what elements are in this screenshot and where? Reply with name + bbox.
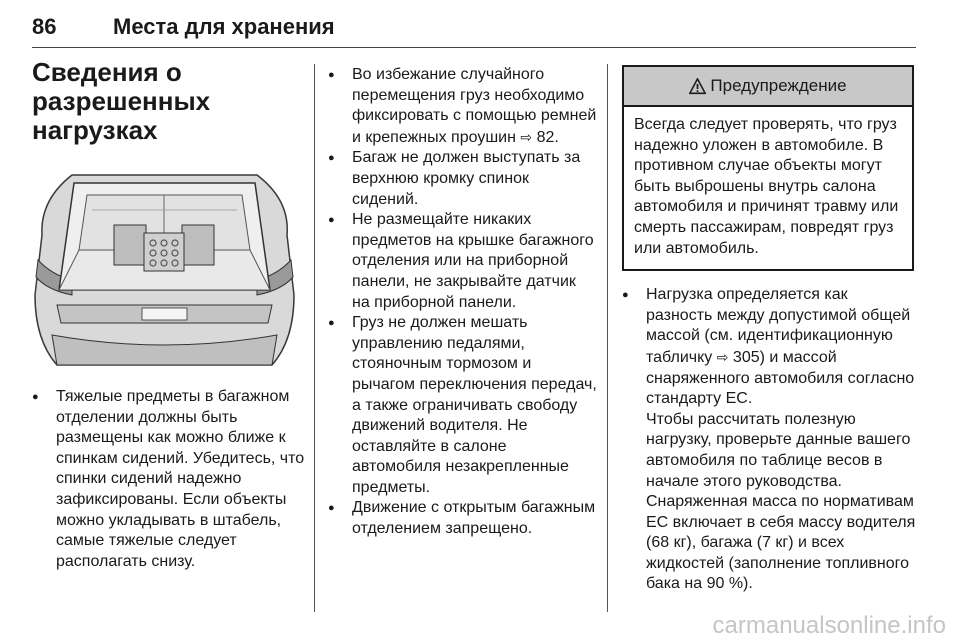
column-3 bbox=[622, 65, 916, 595]
header-rule bbox=[32, 47, 916, 48]
list-item-text: Нагрузка определяется как разность между допустимой общей массой (см. идентификационную табличку bbox=[646, 286, 911, 366]
chapter-title: Места для хранения bbox=[113, 14, 335, 39]
list-item: ● Тяжелые предметы в багажном отделении должны быть размещены как можно ближе к спинкам сидений. Убедитесь, что спинки сидений надежно зафиксированы. Если объекты можно укладывать в штабель, самые тяжелые следует располагать снизу. bbox=[32, 387, 306, 572]
column-divider-2 bbox=[607, 64, 608, 612]
page-reference[interactable]: 82. bbox=[536, 128, 559, 146]
paragraph: Чтобы рассчитать полезную нагрузку, проверьте данные вашего автомобиля по таблице весов в начале этого руководства. bbox=[646, 410, 911, 490]
list-item: ● Движение с открытым багажным отделением запрещено. bbox=[328, 498, 598, 539]
list-item: ● Груз не должен мешать управлению педалями, стояночным тормозом и рычагом переключения передач, а также ограничивать свободу движений водителя. Не оставляйте в салоне автомобиля незакрепленные предметы. bbox=[328, 313, 598, 498]
list-item bbox=[328, 65, 598, 148]
warning-title: Предупреждение bbox=[710, 75, 847, 95]
watermark: carmanualsonline.info bbox=[712, 612, 946, 639]
page-number: 86 bbox=[32, 14, 57, 39]
column-2 bbox=[328, 65, 598, 540]
warning-text: Всегда следует проверять, что груз надежно уложен в автомобиле. В противном случае объекты могут быть выброшены внутрь салона автомобиля и причинят травму или смерть пассажирам, повредят груз или автомобиль. bbox=[634, 116, 899, 257]
page-reference-icon: ⇨ bbox=[716, 348, 729, 365]
column-divider-1 bbox=[314, 64, 315, 612]
warning-header bbox=[624, 67, 912, 107]
paragraph: Снаряженная масса по нормативам ЕС включает в себя массу водителя (68 кг), багажа (7 кг) и всех жидкостей (заполнение топливного бака на 90 %). bbox=[646, 493, 916, 593]
column-1 bbox=[32, 387, 306, 572]
warning-box bbox=[622, 65, 914, 271]
list-item: ● Багаж не должен выступать за верхнюю кромку спинок сидений. bbox=[328, 148, 598, 210]
section-title: Сведения о разрешенных нагрузках bbox=[32, 57, 211, 145]
page-reference[interactable]: 305) и массой снаряженного автомобиля согласно стандарту ЕС. bbox=[646, 348, 915, 408]
list-item-text: Во избежание случайного перемещения груз необходимо фиксировать с помощью ремней и крепежных проушин bbox=[352, 66, 597, 146]
list-item: ● Не размещайте никаких предметов на крышке багажного отделения или на приборной панели, не закрывайте датчик на приборной панели. bbox=[328, 210, 598, 313]
trunk-load-illustration bbox=[32, 165, 297, 375]
warning-triangle-icon bbox=[689, 78, 706, 95]
list-item bbox=[622, 285, 916, 410]
page-reference-icon: ⇨ bbox=[520, 128, 533, 145]
